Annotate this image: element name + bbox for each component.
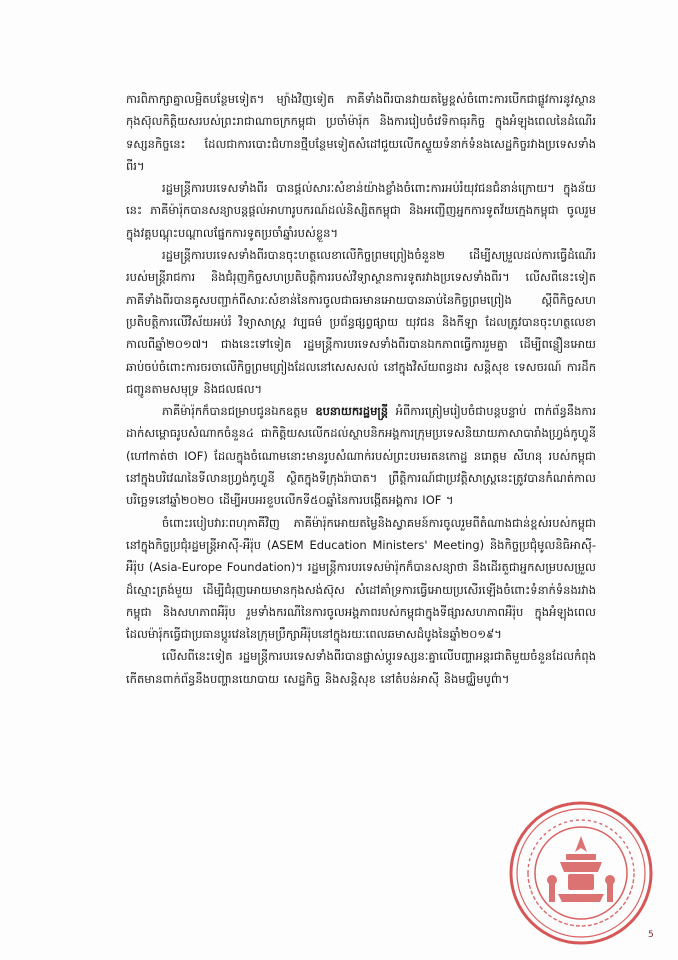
paragraph-5: ចំពោះរបៀបវារៈពហុភាគីវិញ ភាគីម៉ារ៉ុកអោយតម្លៃនិងស្វាគមន៍ការចូលរួមពីតំណាងជាន់ខ្ពស់របស់កម្ពុជានៅក្នុងកិច្ចប្រជុំរដ្ឋមន្ត្រីអាស៊ី-អឺរ៉ុប (ASEM Education Ministers' Meeting) និងកិច្ចប្រជុំមូលនិធិអាស៊ី-អឺរ៉ុប (Asia-Europe Foundation)។ រដ្ឋមន្ត្រីការបរទេសម៉ារ៉ុកក៏បានសន្យាថា នឹងដើរតួជាអ្នកសម្របសម្រួលដ៏ស្មោះត្រង់មួយ ដើម្បីជំរុញអោយមានកុងសង់ស៊ុស សំដៅគាំទ្រការធ្វើអោយប្រសើរឡើងចំពោះទំនាក់ទំនងរវាងកម្ពុជា និងសហភាពអឺរ៉ុប រួមទាំងករណីនៃការចូលអង្គភាពរបស់កម្ពុជាក្នុងទីផ្សារសហភាពអឺរ៉ុប ក្នុងអំឡុងពេលដែលម៉ារ៉ុកធ្វើជាប្រធានប្តូរវេននៃក្រុមប្រឹក្សាអឺរ៉ុបនៅក្នុងរយៈពេលឆមាសដំបូងនៃឆ្នាំ២០១៩។ [126, 515, 596, 642]
paragraph-4 [126, 400, 596, 511]
paragraph-4-pre: ភាគីម៉ារ៉ុកក៏បានជម្រាបជូនឯកឧត្តម [162, 404, 316, 419]
paragraph-2: រដ្ឋមន្ត្រីការបរទេសទាំងពីរ បានផ្តល់សារៈសំខាន់យ៉ាងខ្លាំងចំពោះការអប់រំយុវជនជំនាន់ក្រោយ។ ក្នុងន័យនេះ ភាគីម៉ារ៉ុកបានសន្យាបន្តផ្តល់អាហារូបករណ៍ដល់និស្សិតកម្ពុជា និងអញ្ជើញអ្នកការទូតវ័យក្មេងកម្ពុជា ចូលរួមក្នុងវគ្គបណ្តុះបណ្តាលផ្នែកការទូតប្រចាំឆ្នាំរបស់ខ្លួន។ [126, 181, 596, 240]
official-seal-icon [508, 800, 654, 946]
paragraph-6: លើសពីនេះទៀត រដ្ឋមន្ត្រីការបរទេសទាំងពីរបានផ្លាស់ប្តូរទស្សនៈគ្នាលើបញ្ហាអន្តរជាតិមួយចំនួនដែលកំពុងកើតមានពាក់ព័ន្ធនឹងបញ្ហានយោបាយ សេដ្ឋកិច្ច និងសន្តិសុខ នៅតំបន់អាស៊ី និងមជ្ឈិមបូព៌ា។ [126, 649, 596, 686]
paragraph-1: ការពិភាក្សាគ្នាលម្អិតបន្ថែមទៀត។ ម្យ៉ាងវិញទៀត ភាគីទាំងពីរបានវាយតម្លៃខ្ពស់ចំពោះការបើកជាផ្លូវការនូវស្ថានកុងស៊ុលកិត្តិយសរបស់ព្រះរាជាណាចក្រកម្ពុជា ប្រចាំម៉ារ៉ុក និងការរៀបចំវេទិកាធុរកិច្ច ក្នុងអំឡុងពេលនៃដំណើរទស្សនកិច្ចនេះ ដែលជាការបោះជំហានថ្មីបន្ថែមទៀតសំដៅជួយលើកស្ទួយទំនាក់ទំនងសេដ្ឋកិច្ចរវាងប្រទេសទាំងពីរ។ [126, 92, 596, 173]
paragraph-3: រដ្ឋមន្ត្រីការបរទេសទាំងពីរបានចុះហត្ថលេខាលើកិច្ចព្រមព្រៀងចំនួន២ ដើម្បីសម្រួលដល់ការធ្វើដំណើររបស់មន្ត្រីរាជការ និងជំរុញកិច្ចសហប្រតិបត្តិការរបស់វិទ្យាស្ថានការទូតរវាងប្រទេសទាំងពីរ។ លើសពីនេះទៀត ភាគីទាំងពីរបានគូសបញ្ជាក់ពីសារៈសំខាន់នៃការចូលជាធរមានអោយបានឆាប់នៃកិច្ចព្រមព្រៀង ស្តីពីកិច្ចសហប្រតិបត្តិការលើវិស័យអប់រំ វិទ្យាសាស្ត្រ វប្បធម៌ ប្រព័ន្ធផ្សព្វផ្សាយ យុវជន និងកីឡា ដែលត្រូវបានចុះហត្ថលេខាកាលពីឆ្នាំ២០១៧។ ជាងនេះទៅទៀត រដ្ឋមន្ត្រីការបរទេសទាំងពីរបានឯកភាពធ្វើការរួមគ្នា ដើម្បីពន្លឿនអោយឆាប់ចប់ចំពោះការចរចាលើកិច្ចព្រមព្រៀងដែលនៅសេសសល់ នៅក្នុងវិស័យពន្ធដារ សន្តិសុខ ទេសចរណ៍ ការដឹកជញ្ជូនតាមសមុទ្រ និងជលផល។ [126, 248, 596, 396]
document-body [126, 88, 596, 690]
page-number: 5 [648, 930, 654, 940]
paragraph-4-post: អំពីការត្រៀមរៀបចំជាបន្តបន្ទាប់ ពាក់ព័ន្ធនឹងការដាក់សម្ពោធរូបសំណាកចំនួន៤ ជាកិត្តិយសលើកដល់ស្ថាបនិកអង្គការក្រុមប្រទេសនិយាយភាសាបារាំងហ្វ្រង់កូហ្វូនី (ហៅកាត់ថា IOF) ដែលក្នុងចំណោមនោះមានរូបសំណាក់របស់ព្រះបរមរតនកោដ្ឋ នរោត្តម សីហនុ របស់កម្ពុជា នៅក្នុងបរិវេណនៃទីលានហ្វ្រង់កូហ្វូនី ស្ថិតក្នុងទីក្រុងរ៉ាបាត។ ព្រឹត្តិការណ៍ជាប្រវត្តិសាស្ត្រនេះត្រូវបានកំណត់កាលបរិច្ឆេទនៅឆ្នាំ២០២០ ដើម្បីអបអរខួបលើកទី៥០ឆ្នាំនៃការបង្កើតអង្គការ IOF ។ [126, 404, 596, 508]
paragraph-4-bold: ឧបនាយករដ្ឋមន្ត្រី [315, 404, 389, 419]
